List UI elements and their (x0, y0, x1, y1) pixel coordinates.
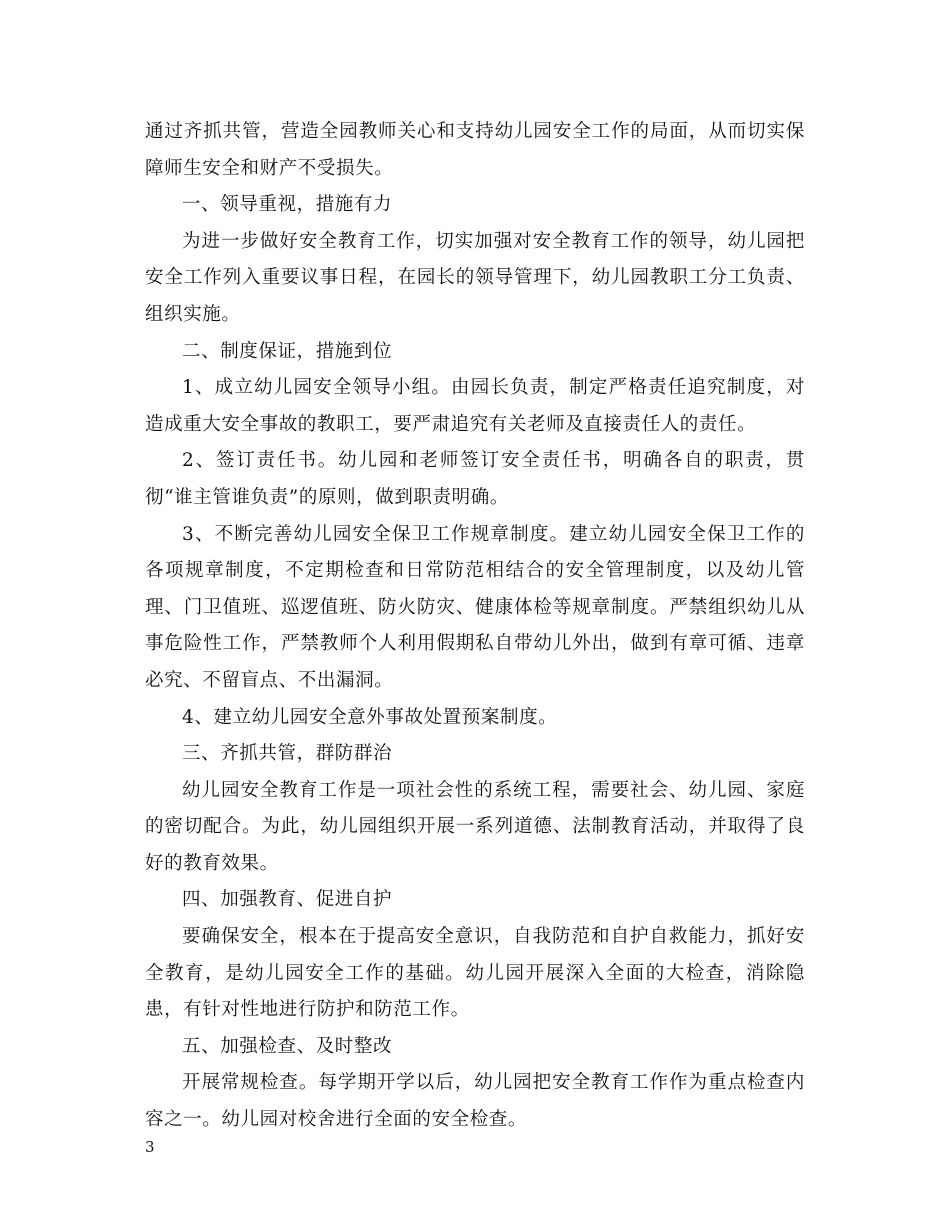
paragraph: 要确保安全，根本在于提高安全意识，自我防范和自护自救能力，抓好安全教育，是幼儿园安全工作的基础。幼儿园开展深入全面的大检查，消除隐患，有针对性地进行防护和防范工作。 (145, 926, 805, 1021)
list-item-2: 2、签订责任书。幼儿园和老师签订安全责任书，明确各自的职责，贯彻“谁主管谁负责”的原则，做到职责明确。 (145, 450, 805, 508)
paragraph: 幼儿园安全教育工作是一项社会性的系统工程，需要社会、幼儿园、家庭的密切配合。为此，幼儿园组织开展一系列道德、法制教育活动，并取得了良好的教育效果。 (145, 779, 805, 874)
section-heading-2: 二、制度保证，措施到位 (182, 340, 393, 362)
paragraph: 开展常规检查。每学期开学以后，幼儿园把安全教育工作作为重点检查内容之一。幼儿园对校舍进行全面的安全检查。 (145, 1072, 805, 1131)
list-item-1: 1、成立幼儿园安全领导小组。由园长负责，制定严格责任追究制度，对造成重大安全事故的教职工，要严肃追究有关老师及直接责任人的责任。 (145, 377, 805, 435)
list-item-3: 3、不断完善幼儿园安全保卫工作规章制度。建立幼儿园安全保卫工作的各项规章制度，不定期检查和日常防范相结合的安全管理制度，以及幼儿管理、门卫值班、巡逻值班、防火防灾、健康体检等规章制度。严禁组织幼儿从事危险性工作，严禁教师个人利用假期私自带幼儿外出，做到有章可循、违章必究、不留盲点、不出漏洞。 (145, 523, 805, 691)
body-text (145, 114, 805, 1139)
paragraph: 为进一步做好安全教育工作，切实加强对安全教育工作的领导，幼儿园把安全工作列入重要议事日程，在园长的领导管理下，幼儿园教职工分工负责、组织实施。 (145, 230, 805, 325)
section-heading-5: 五、加强检查、及时整改 (182, 1035, 393, 1057)
list-item-4: 4、建立幼儿园安全意外事故处置预案制度。 (182, 706, 558, 728)
section-heading-3: 三、齐抓共管，群防群治 (182, 743, 393, 765)
section-heading-4: 四、加强教育、促进自护 (182, 889, 393, 911)
section-heading-1: 一、领导重视，措施有力 (182, 194, 393, 216)
paragraph-continued: 通过齐抓共管，营造全园教师关心和支持幼儿园安全工作的局面，从而切实保障师生安全和财产不受损失。 (145, 121, 805, 179)
page-number: 3 (145, 1138, 155, 1156)
